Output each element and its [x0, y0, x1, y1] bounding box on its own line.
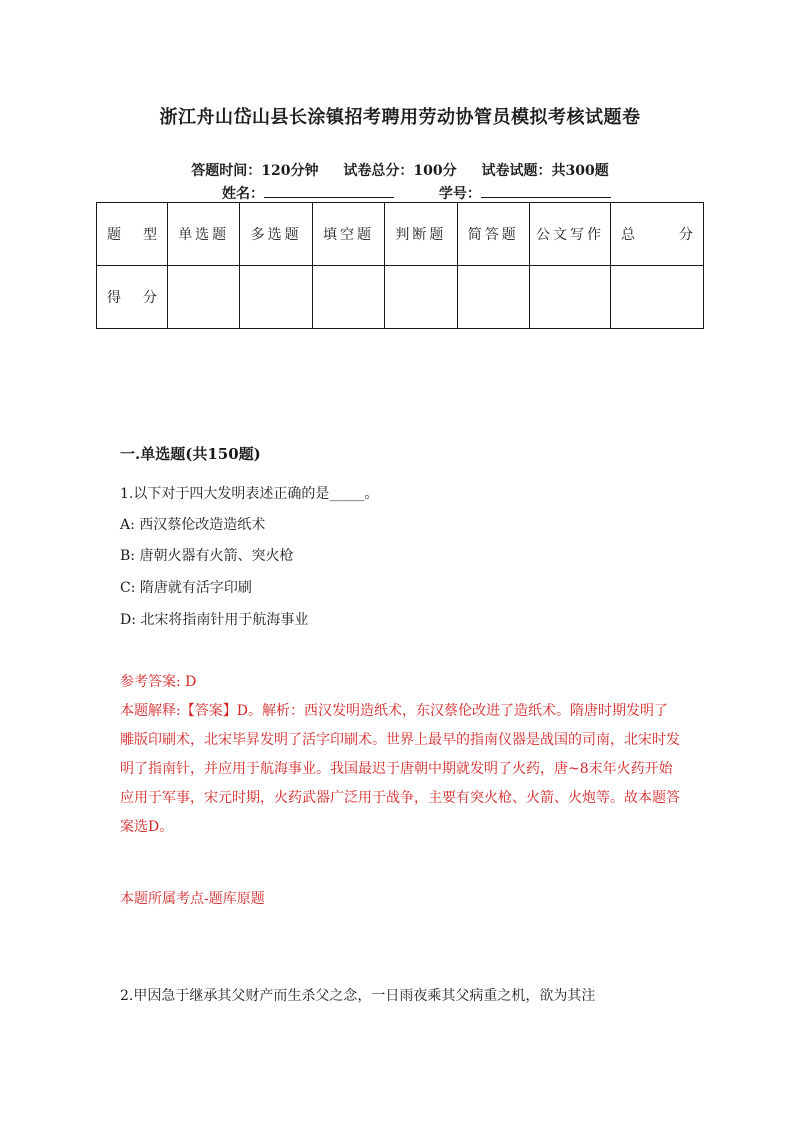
- score-cell-single-choice[interactable]: [168, 266, 240, 329]
- option-a: A: 西汉蔡伦改造造纸术: [120, 517, 266, 533]
- score-cell-multi-choice[interactable]: [240, 266, 312, 329]
- answer-explanation: 本题解释:【答案】D。解析：西汉发明造纸术，东汉蔡伦改进了造纸术。隋唐时期发明了雕版印刷术，北宋毕昇发明了活字印刷术。世界上最早的指南仪器是战国的司南，北宋时发明了指南针，并应用于航海事业。我国最迟于唐朝中期就发明了火药，唐~8末年火药开始应用于军事，宋元时期，火药武器广泛用于战争，主要有突火枪、火箭、火炮等。故本题答案选D。: [120, 703, 680, 835]
- score-cell-short-answer[interactable]: [457, 266, 529, 329]
- score-row-label: 得 分: [97, 266, 168, 329]
- col-short-answer: 简答题: [457, 203, 529, 266]
- reference-answer: 参考答案: D: [120, 674, 197, 690]
- col-single-choice: 单选题: [168, 203, 240, 266]
- exam-total-questions: 试卷试题：共300题: [481, 163, 609, 179]
- score-table-header-row: [97, 203, 704, 266]
- col-fill-blank: 填空题: [312, 203, 384, 266]
- col-multi-choice: 多选题: [240, 203, 312, 266]
- exam-time: 答题时间：120分钟: [191, 163, 319, 179]
- question-2-stem: 2.甲因急于继承其父财产而生杀父之念，一日雨夜乘其父病重之机，欲为其注: [120, 988, 596, 1004]
- score-cell-fill-blank[interactable]: [312, 266, 384, 329]
- question-topic: 本题所属考点-题库原题: [120, 891, 265, 907]
- option-b: B: 唐朝火器有火箭、突火枪: [120, 548, 294, 564]
- score-table: [96, 202, 704, 329]
- col-official-writing: 公文写作: [530, 203, 611, 266]
- question-stem: 1.以下对于四大发明表述正确的是_____。: [120, 486, 379, 502]
- score-cell-true-false[interactable]: [385, 266, 457, 329]
- col-total: 总 分: [611, 203, 704, 266]
- name-id-line: [222, 183, 651, 203]
- score-cell-total[interactable]: [611, 266, 704, 329]
- score-cell-official-writing[interactable]: [530, 266, 611, 329]
- option-c: C: 隋唐就有活字印刷: [120, 580, 252, 596]
- exam-title: 浙江舟山岱山县长涂镇招考聘用劳动协管员模拟考核试题卷: [159, 107, 641, 128]
- score-table-score-row: [97, 266, 704, 329]
- id-blank: [481, 183, 611, 198]
- name-label: 姓名：: [222, 186, 264, 202]
- col-true-false: 判断题: [385, 203, 457, 266]
- exam-total-score: 试卷总分：100分: [343, 163, 457, 179]
- section-heading: 一.单选题(共150题): [120, 445, 261, 463]
- exam-info-line: [0, 160, 800, 180]
- name-blank: [264, 183, 394, 198]
- option-d: D: 北宋将指南针用于航海事业: [120, 612, 309, 628]
- id-label: 学号：: [438, 186, 481, 202]
- header-row-label: 题 型: [97, 203, 168, 266]
